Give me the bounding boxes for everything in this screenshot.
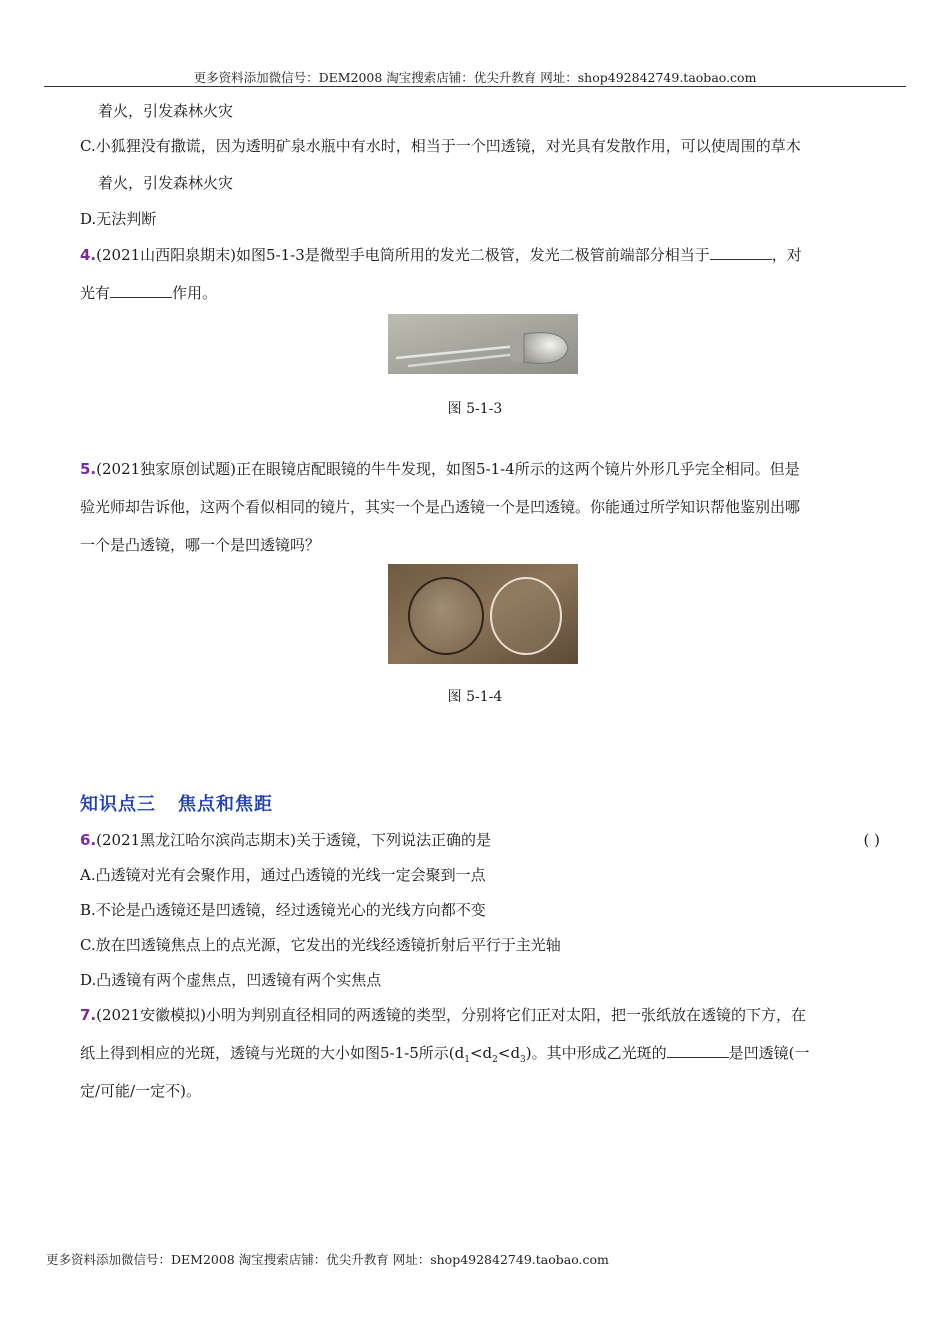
option-d: D.无法判断 <box>80 210 157 228</box>
option-c: C.小狐狸没有撒谎，因为透明矿泉水瓶中有水时，相当于一个凹透镜，对光具有发散作用，可以使周围的草木 <box>80 137 801 155</box>
page-footer: 更多资料添加微信号：DEM2008 淘宝搜索店铺：优尖升教育 网址：shop492842749.taobao.com <box>46 1252 609 1267</box>
option-c-continuation: 着火，引发森林火灾 <box>98 174 234 192</box>
led-photo <box>388 314 578 374</box>
header-divider <box>44 86 906 87</box>
question-4-number: 4. <box>80 246 97 264</box>
answer-blank[interactable] <box>110 283 172 298</box>
section-label: 知识点三 <box>80 794 156 815</box>
question-6-option-c: C.放在凹透镜焦点上的点光源，它发出的光线经透镜折射后平行于主光轴 <box>80 936 561 954</box>
page-header: 更多资料添加微信号：DEM2008 淘宝搜索店铺：优尖升教育 网址：shop492842749.taobao.com <box>193 70 757 85</box>
question-4-line-1: 4.(2021山西阳泉期末)如图5-1-3是微型手电筒所用的发光二极管，发光二极管前端部分相当于 ，对 <box>80 246 802 264</box>
question-7-line-1: 7.(2021安徽模拟)小明为判别直径相同的两透镜的类型，分别将它们正对太阳，把一张纸放在透镜的下方，在 <box>80 1006 807 1024</box>
answer-blank[interactable] <box>710 245 772 260</box>
section-title: 焦点和焦距 <box>178 794 273 815</box>
question-6-option-b: B.不论是凸透镜还是凹透镜，经过透镜光心的光线方向都不变 <box>80 901 486 919</box>
question-7-line-3: 定/可能/一定不)。 <box>80 1082 201 1100</box>
question-7-line-2: 纸上得到相应的光斑，透镜与光斑的大小如图5-1-5所示$(d_1<d_2<d_3)$。其中形成乙光斑的 是凹透镜(一 <box>80 1044 810 1065</box>
question-6-option-a: A.凸透镜对光有会聚作用，通过凸透镜的光线一定会聚到一点 <box>80 866 486 884</box>
question-6-option-d: D.凸透镜有两个虚焦点，凹透镜有两个实焦点 <box>80 971 382 989</box>
question-6-stem: 6.(2021黑龙江哈尔滨尚志期末)关于透镜，下列说法正确的是 <box>80 831 492 849</box>
figure-caption-5-1-3: 图 5-1-3 <box>447 401 503 417</box>
answer-paren[interactable]: ( ) <box>863 831 880 849</box>
lenses-photo <box>388 564 578 664</box>
answer-blank[interactable] <box>667 1043 729 1058</box>
question-7-number: 7. <box>80 1006 97 1024</box>
option-b-continuation: 着火，引发森林火灾 <box>98 102 234 120</box>
section-heading <box>80 790 273 816</box>
question-5-line-2: 验光师却告诉他，这两个看似相同的镜片，其实一个是凸透镜一个是凹透镜。你能通过所学知识帮他鉴别出哪 <box>80 498 801 516</box>
figure-caption-5-1-4: 图 5-1-4 <box>447 689 503 705</box>
question-6-number: 6. <box>80 831 97 849</box>
question-5-line-3: 一个是凸透镜，哪一个是凹透镜吗？ <box>80 536 321 554</box>
question-4-line-2: 光有 作用。 <box>80 284 218 302</box>
question-5-number: 5. <box>80 460 97 478</box>
question-5-line-1: 5.(2021独家原创试题)正在眼镜店配眼镜的牛牛发现，如图5-1-4所示的这两个镜片外形几乎完全相同。但是 <box>80 460 800 478</box>
